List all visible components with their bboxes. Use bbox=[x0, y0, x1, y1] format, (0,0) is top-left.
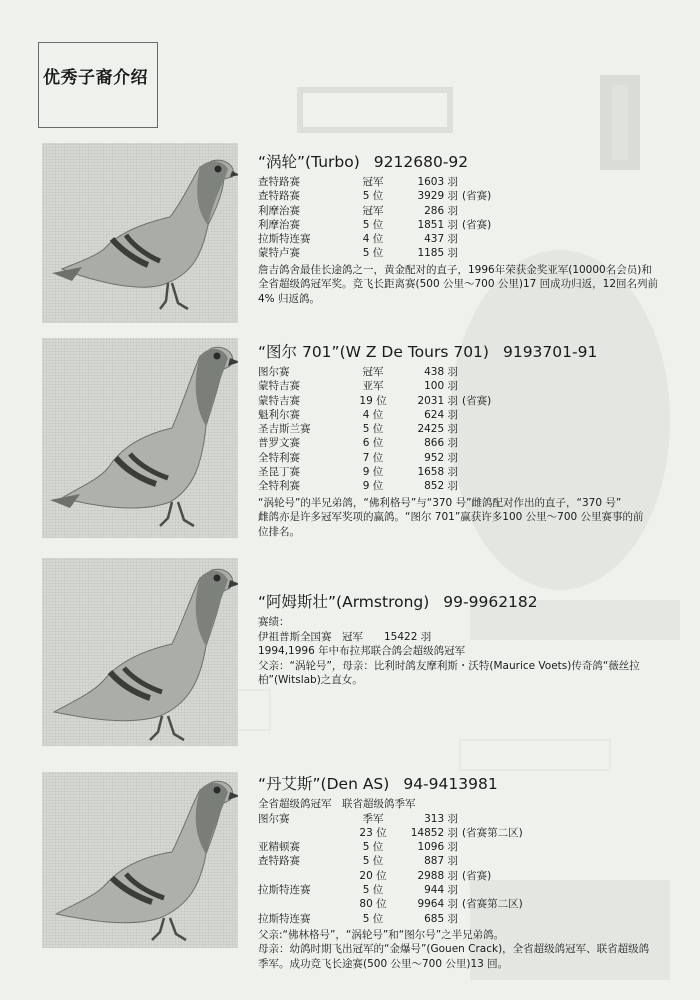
bird-count: 624 羽 bbox=[424, 408, 458, 421]
race-level bbox=[458, 812, 462, 826]
description-line: 位排名。 bbox=[258, 525, 300, 538]
entry-description bbox=[258, 496, 678, 540]
result-row bbox=[258, 204, 678, 218]
description-line: 父亲：“涡轮号”，母亲：比利时鸽友摩利斯・沃特(Maurice Voets)传奇鸽“薇丝拉 bbox=[258, 659, 640, 672]
placing: 9 位 bbox=[362, 480, 384, 493]
entry-description bbox=[258, 615, 678, 688]
description-line: 母亲：幼鸽时期飞出冠军的“金爆号”(Gouen Crack)，全省超级鸽冠军、联省超级鸽 bbox=[258, 943, 650, 956]
race-name: 查特路赛 bbox=[258, 855, 300, 868]
race-results bbox=[258, 812, 678, 926]
result-row bbox=[258, 812, 678, 826]
section-title: 优秀子裔介绍 bbox=[43, 68, 148, 88]
pigeon-photo-den-as bbox=[42, 772, 238, 948]
placing: 80 位 bbox=[359, 898, 387, 911]
result-row bbox=[258, 408, 678, 422]
entry-description bbox=[258, 263, 678, 307]
pigeon-image bbox=[42, 338, 238, 538]
bird-count: 313 羽 bbox=[424, 812, 458, 825]
race-level bbox=[458, 246, 462, 260]
race-level bbox=[458, 175, 462, 189]
bird-count: 286 羽 bbox=[424, 204, 458, 217]
race-name: 图尔赛 bbox=[258, 812, 290, 825]
bird-count: 438 羽 bbox=[424, 366, 458, 378]
result-row bbox=[258, 854, 678, 868]
race-level bbox=[458, 840, 462, 854]
awards-line: 全省超级鸽冠军 联省超级鸽季军 bbox=[258, 798, 416, 810]
result-row bbox=[258, 826, 678, 840]
race-level bbox=[458, 912, 462, 926]
race-name: 拉斯特连赛 bbox=[258, 912, 311, 925]
entry-title bbox=[258, 150, 678, 172]
pigeon-name: “阿姆斯壮”(Armstrong) bbox=[258, 593, 430, 611]
bird-count: 685 羽 bbox=[424, 912, 458, 925]
result-row bbox=[258, 436, 678, 450]
entry-turbo bbox=[258, 150, 678, 306]
race-name: 普罗文赛 bbox=[258, 437, 300, 450]
description-line: 伊祖普斯全国赛 冠军 15422 羽 bbox=[258, 630, 432, 643]
ring-number: 9193701-91 bbox=[502, 343, 598, 361]
race-level bbox=[458, 883, 462, 897]
placing: 9 位 bbox=[362, 466, 384, 479]
race-level: (省赛) bbox=[462, 190, 492, 203]
race-level bbox=[458, 436, 462, 450]
result-row bbox=[258, 897, 678, 911]
race-level: (省赛第二区) bbox=[462, 826, 523, 839]
race-level bbox=[458, 204, 462, 218]
result-row bbox=[258, 246, 678, 260]
race-name: 利摩治赛 bbox=[258, 218, 300, 231]
race-name: 圣昆丁赛 bbox=[258, 466, 300, 479]
result-row bbox=[258, 912, 678, 926]
placing: 5 位 bbox=[362, 190, 384, 203]
race-level: (省赛) bbox=[462, 218, 492, 231]
pigeon-image bbox=[42, 558, 238, 746]
pigeon-image bbox=[42, 143, 238, 323]
result-row bbox=[258, 232, 678, 246]
description-line: 柏”(Witslab)之直女。 bbox=[258, 674, 363, 686]
placing: 5 位 bbox=[362, 855, 384, 868]
placing: 19 位 bbox=[359, 394, 387, 407]
placing: 7 位 bbox=[362, 451, 384, 464]
race-level bbox=[458, 465, 462, 479]
race-name: 图尔赛 bbox=[258, 366, 290, 378]
race-name: 蒙特卢赛 bbox=[258, 247, 300, 260]
bird-count: 887 羽 bbox=[424, 855, 458, 868]
race-name: 魁利尔赛 bbox=[258, 408, 300, 421]
placing: 20 位 bbox=[359, 869, 387, 882]
race-level bbox=[458, 479, 462, 493]
race-name: 查特路赛 bbox=[258, 176, 300, 188]
pigeon-photo-tours-701 bbox=[42, 338, 238, 538]
race-level bbox=[458, 232, 462, 246]
bird-count: 437 羽 bbox=[424, 233, 458, 246]
description-line: 赛绩： bbox=[258, 616, 290, 628]
result-row bbox=[258, 465, 678, 479]
race-name bbox=[258, 897, 346, 911]
entry-title bbox=[258, 590, 678, 612]
result-row bbox=[258, 189, 678, 203]
race-level bbox=[458, 422, 462, 436]
placing: 4 位 bbox=[362, 408, 384, 421]
result-row bbox=[258, 394, 678, 408]
race-name: 查特路赛 bbox=[258, 190, 300, 203]
bird-count: 1603 羽 bbox=[417, 176, 458, 188]
result-row bbox=[258, 175, 678, 189]
race-level bbox=[458, 451, 462, 465]
bird-count: 1851 羽 bbox=[417, 218, 458, 231]
pigeon-image bbox=[42, 772, 238, 948]
race-results bbox=[258, 175, 678, 261]
pigeon-name: “丹艾斯”(Den AS) bbox=[258, 775, 390, 793]
entry-title bbox=[258, 772, 678, 794]
race-name: 亚精顿赛 bbox=[258, 841, 300, 854]
bird-count: 1185 羽 bbox=[417, 247, 458, 260]
bird-count: 2425 羽 bbox=[417, 423, 458, 436]
placing: 23 位 bbox=[359, 826, 387, 839]
bird-count: 852 羽 bbox=[424, 480, 458, 493]
placing: 6 位 bbox=[362, 437, 384, 450]
pigeon-name: “图尔 701”(W Z De Tours 701) bbox=[258, 343, 489, 361]
result-row bbox=[258, 422, 678, 436]
race-name bbox=[258, 826, 346, 840]
race-level: (省赛第二区) bbox=[462, 898, 523, 911]
description-line: 父亲:“佛林格号”，“涡轮号”和“图尔号”之半兄弟鸽。 bbox=[258, 928, 505, 941]
description-line: 全省超级鸽冠军奖。竞飞长距离赛(500 公里～700 公里)17 回成功归返，12回名列前 bbox=[258, 278, 659, 291]
race-name: 利摩治赛 bbox=[258, 204, 300, 217]
section-header-box bbox=[38, 42, 158, 128]
race-name: 拉斯特连赛 bbox=[258, 233, 311, 246]
description-line: 詹吉鸽舍最佳长途鸽之一，黄金配对的直子，1996年荣获金奖亚军(10000名会员)和 bbox=[258, 263, 652, 276]
race-name: 全特利赛 bbox=[258, 451, 300, 464]
entry-title bbox=[258, 340, 678, 362]
race-name: 蒙特吉赛 bbox=[258, 380, 300, 393]
placing: 冠军 bbox=[362, 176, 384, 188]
bird-count: 14852 羽 bbox=[410, 826, 458, 839]
bird-count: 1658 羽 bbox=[417, 466, 458, 479]
bird-count: 866 羽 bbox=[424, 437, 458, 450]
result-row bbox=[258, 479, 678, 493]
description-line: “涡轮号”的半兄弟鸽，“佛利格号”与“370 号”雌鸽配对作出的直子，“370 号” bbox=[258, 496, 622, 509]
result-row bbox=[258, 869, 678, 883]
bird-count: 952 羽 bbox=[424, 451, 458, 464]
race-level: (省赛) bbox=[462, 869, 492, 882]
entry-tours-701 bbox=[258, 340, 678, 539]
bird-count: 9964 羽 bbox=[417, 898, 458, 911]
race-results bbox=[258, 365, 678, 494]
bird-count: 2031 羽 bbox=[417, 394, 458, 407]
race-level bbox=[458, 408, 462, 422]
bird-count: 1096 羽 bbox=[417, 841, 458, 854]
pigeon-photo-armstrong bbox=[42, 558, 238, 746]
race-level bbox=[458, 365, 462, 379]
placing: 冠军 bbox=[362, 366, 384, 378]
race-name bbox=[258, 869, 346, 883]
pigeon-photo-turbo bbox=[42, 143, 238, 323]
description-line: 季军。成功竞飞长途赛(500 公里～700 公里)13 回。 bbox=[258, 957, 509, 970]
placing: 5 位 bbox=[362, 218, 384, 231]
result-row bbox=[258, 218, 678, 232]
bird-count: 2988 羽 bbox=[417, 869, 458, 882]
ring-number: 99-9962182 bbox=[443, 593, 538, 611]
entry-den-as bbox=[258, 772, 678, 971]
race-level: (省赛) bbox=[462, 394, 492, 407]
ring-number: 9212680-92 bbox=[373, 153, 469, 171]
result-row bbox=[258, 451, 678, 465]
placing: 5 位 bbox=[362, 841, 384, 854]
description-line: 1994,1996 年中布拉邦联合鸽会超级鸽冠军 bbox=[258, 645, 466, 657]
bird-count: 944 羽 bbox=[424, 883, 458, 896]
placing: 冠军 bbox=[362, 204, 384, 217]
placing: 亚军 bbox=[362, 380, 384, 393]
bird-count: 3929 羽 bbox=[417, 190, 458, 203]
placing: 5 位 bbox=[362, 883, 384, 896]
result-row bbox=[258, 883, 678, 897]
placing: 5 位 bbox=[362, 423, 384, 436]
pigeon-name: “涡轮”(Turbo) bbox=[258, 153, 360, 171]
race-name: 全特利赛 bbox=[258, 480, 300, 493]
description-line: 雌鸽亦是许多冠军奖项的赢鸽。“图尔 701”赢获许多100 公里～700 公里赛事的前 bbox=[258, 511, 644, 524]
placing: 4 位 bbox=[362, 233, 384, 246]
result-row bbox=[258, 840, 678, 854]
placing: 5 位 bbox=[362, 247, 384, 260]
placing: 5 位 bbox=[362, 912, 384, 925]
entry-description bbox=[258, 928, 678, 972]
bird-count: 100 羽 bbox=[424, 380, 458, 393]
description-line: 4% 归返鸽。 bbox=[258, 292, 320, 305]
race-name: 拉斯特连赛 bbox=[258, 883, 311, 896]
ring-number: 94-9413981 bbox=[403, 775, 498, 793]
placing: 季军 bbox=[362, 812, 384, 825]
result-row bbox=[258, 379, 678, 393]
race-level bbox=[458, 854, 462, 868]
race-name: 蒙特吉赛 bbox=[258, 394, 300, 407]
race-level bbox=[458, 379, 462, 393]
result-row bbox=[258, 365, 678, 379]
race-name: 圣吉斯兰赛 bbox=[258, 423, 311, 436]
entry-armstrong bbox=[258, 590, 678, 688]
